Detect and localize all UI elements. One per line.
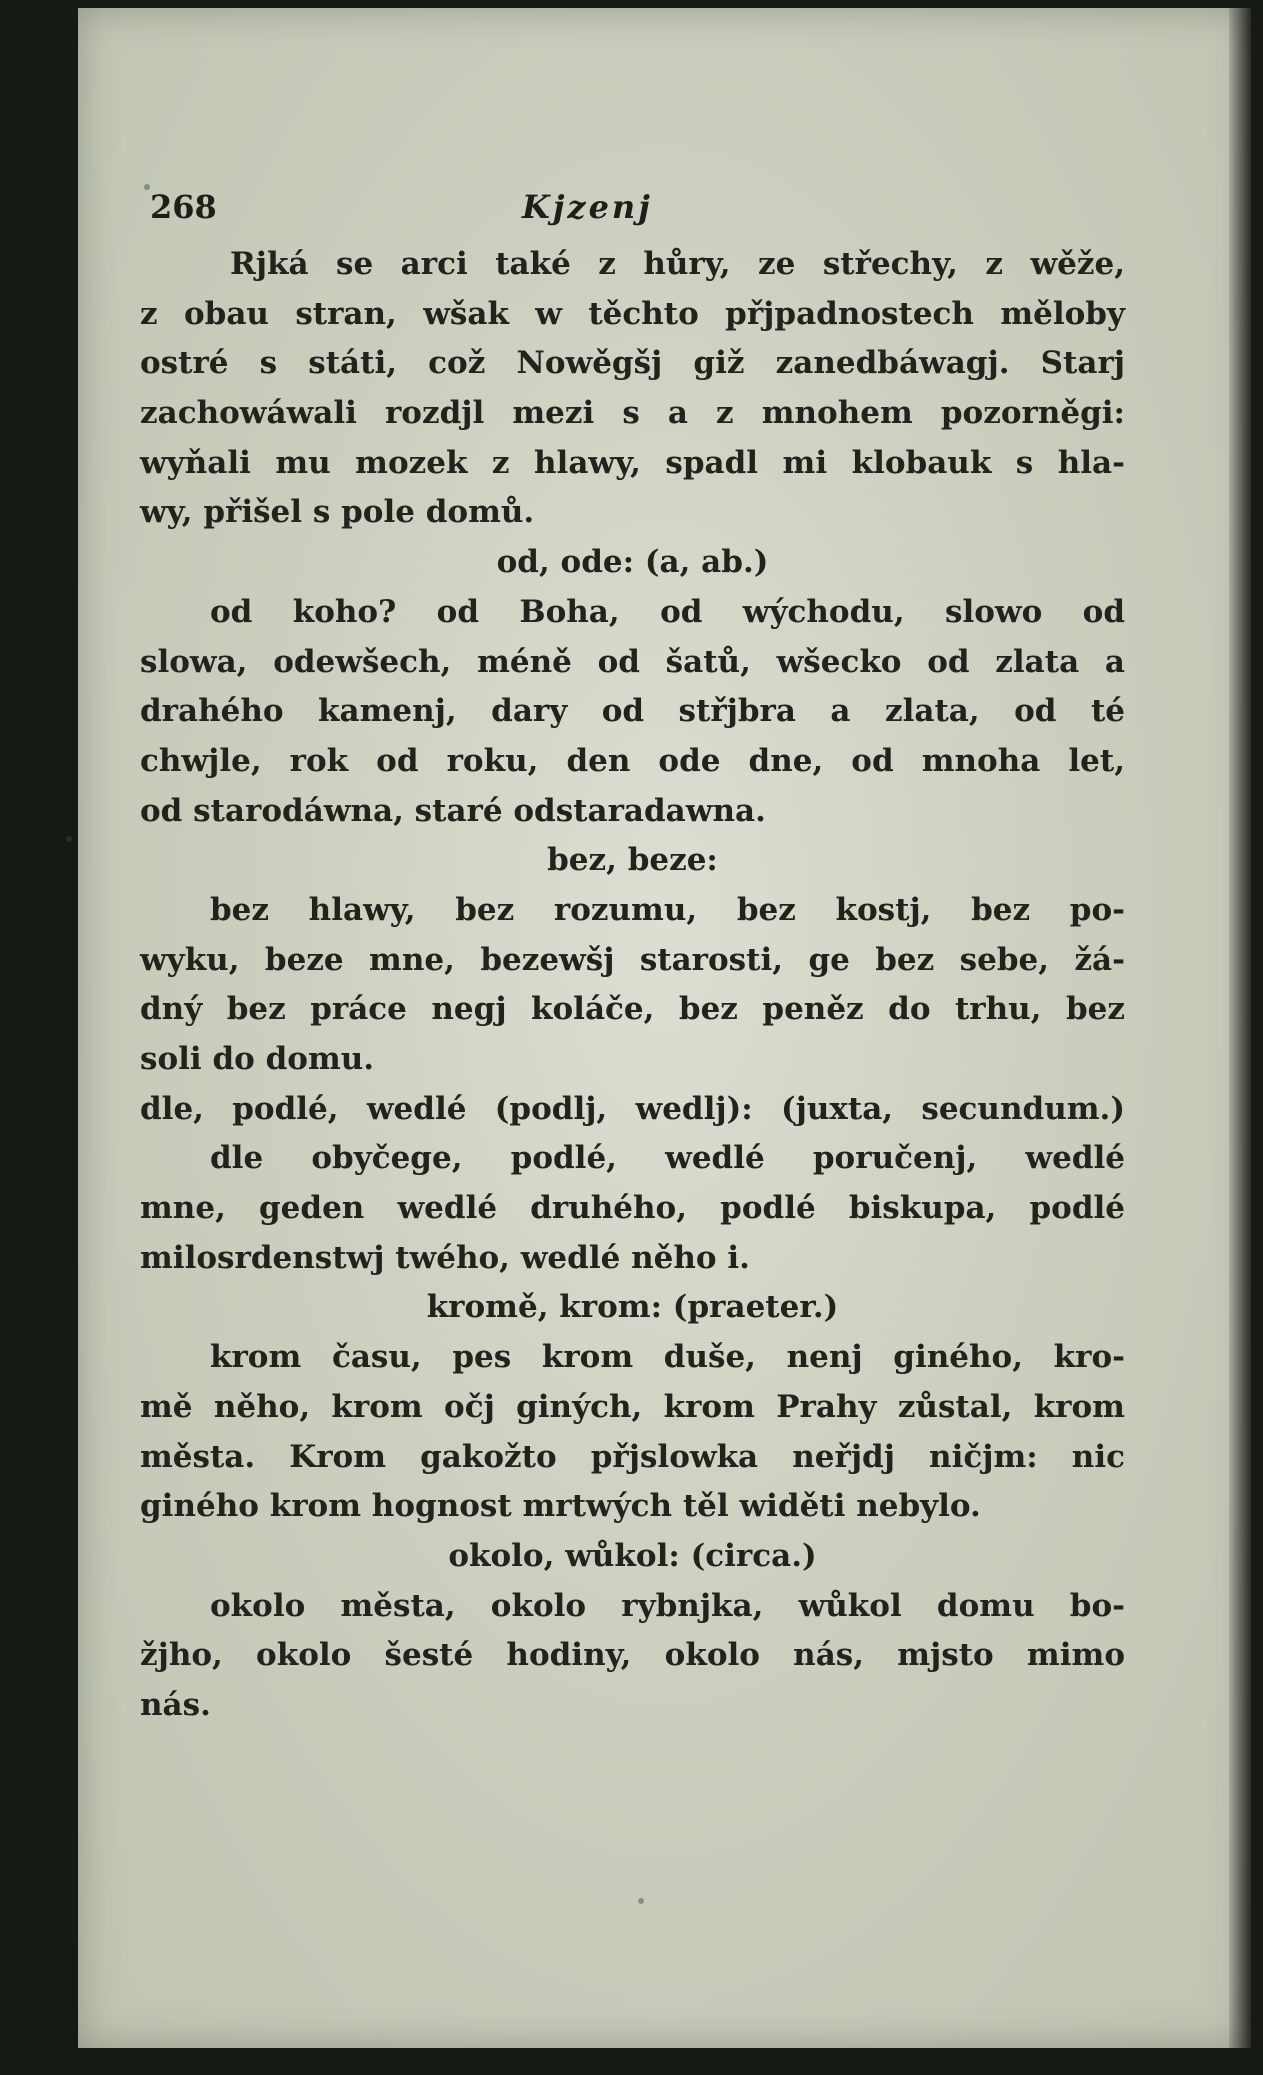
text-line: kromě, krom: (praeter.): [426, 1289, 839, 1326]
text-line: giného krom hognost mrtwých těl widěti nebylo.: [140, 1488, 981, 1525]
text-line: nás.: [140, 1686, 211, 1723]
text-line: žjho, okolo šesté hodiny, okolo nás, mjsto mimo: [140, 1637, 1125, 1674]
text-line: zachowáwali rozdjl mezi s a z mnohem pozorněgi:: [140, 395, 1125, 432]
text-line: dle, podlé, wedlé (podlj, wedlj): (juxta, secundum.): [140, 1090, 1125, 1127]
text-line: wyku, beze mne, bezewšj starosti, ge bez sebe, žá-: [140, 941, 1125, 978]
text-line: drahého kamenj, dary od střjbra a zlata, od té: [140, 693, 1125, 730]
text-line: milosrdenstwj twého, wedlé něho i.: [140, 1239, 750, 1276]
text-line: okolo města, okolo rybnjka, wůkol domu bo-: [210, 1587, 1125, 1624]
page-number: 268: [150, 188, 217, 226]
text-line: Rjká se arci také z hůry, ze střechy, z wěže,: [230, 246, 1125, 282]
text-line: ostré s státi, což Nowěgšj giž zanedbáwagj. Starj: [140, 345, 1125, 382]
text-line: od starodáwna, staré odstaradawna.: [140, 792, 766, 829]
page-spine-shadow: [1229, 8, 1251, 2048]
body-text: [140, 240, 1125, 1731]
text-line: města. Krom gakožto přjslowka neřjdj ničjm: nic: [140, 1438, 1125, 1475]
text-line: wy, přišel s pole domů.: [140, 494, 535, 531]
running-head: [150, 188, 1050, 238]
text-line: z obau stran, wšak w těchto přjpadnostech měloby: [140, 295, 1125, 332]
text-line: mě něho, krom očj giných, krom Prahy zůstal, krom: [140, 1388, 1125, 1425]
text-line: krom času, pes krom duše, nenj giného, kro-: [210, 1339, 1125, 1376]
text-line: wyňali mu mozek z hlawy, spadl mi klobauk s hla-: [140, 444, 1125, 481]
text-line: mne, geden wedlé druhého, podlé biskupa, podlé: [140, 1190, 1125, 1227]
text-line: soli do domu.: [140, 1041, 375, 1077]
text-line: bez hlawy, bez rozumu, bez kostj, bez po-: [210, 891, 1125, 928]
text-line: okolo, wůkol: (circa.): [448, 1537, 817, 1574]
text-line: dle obyčege, podlé, wedlé poručenj, wedlé: [210, 1140, 1125, 1177]
text-line: dný bez práce negj koláče, bez peněz do trhu, bez: [140, 991, 1125, 1028]
text-line: slowa, odewšech, méně od šatů, wšecko od zlata a: [140, 643, 1125, 680]
paper-speck: [638, 1898, 644, 1904]
text-line: od koho? od Boha, od wýchodu, slowo od: [210, 593, 1125, 630]
paper-speck: [66, 836, 72, 842]
text-line: bez, beze:: [547, 842, 718, 879]
section-title: Kjzenj: [522, 188, 653, 226]
text-line: od, ode: (a, ab.): [496, 544, 769, 581]
text-line: chwjle, rok od roku, den ode dne, od mnoha let,: [140, 742, 1125, 779]
